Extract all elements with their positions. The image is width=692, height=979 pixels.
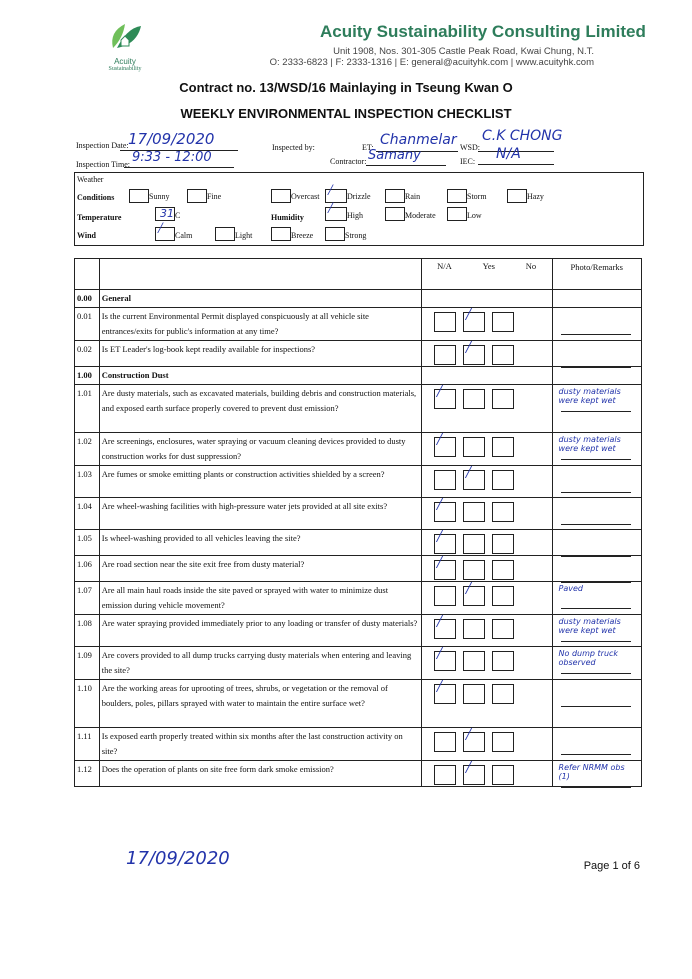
na-checkbox[interactable]	[434, 765, 456, 785]
tick-mark-icon: /	[465, 304, 471, 324]
item-checkboxes	[421, 552, 552, 582]
contact-line: O: 2333-6823 | F: 2333-1316 | E: general@acuityhk.com | www.acuityhk.com	[269, 57, 594, 68]
yes-checkbox[interactable]	[463, 684, 485, 704]
item-remarks	[552, 466, 641, 498]
no-checkbox[interactable]	[492, 437, 514, 457]
yes-checkbox[interactable]	[463, 560, 485, 580]
no-checkbox[interactable]	[492, 534, 514, 554]
remark-text: Refer NRMM obs (1)	[558, 763, 625, 781]
item-remarks	[552, 498, 641, 530]
item-question: Is ET Leader's log-book kept readily available for inspections?	[99, 341, 421, 367]
item-question: Are covers provided to all dump trucks carrying dusty materials when entering and leaving the site?	[99, 647, 421, 680]
header-no: No	[525, 261, 537, 271]
item-number: 0.02	[75, 341, 100, 367]
tick-mark-icon: /	[465, 462, 471, 482]
table-row	[75, 433, 642, 466]
no-checkbox[interactable]	[492, 389, 514, 409]
yes-checkbox[interactable]	[463, 619, 485, 639]
na-checkbox[interactable]	[434, 470, 456, 490]
item-remarks	[552, 582, 641, 615]
iec-value: N/A	[496, 146, 521, 162]
na-checkbox[interactable]	[434, 732, 456, 752]
contractor-value: Samany	[368, 148, 421, 163]
high-humidity-checkbox[interactable]: /	[325, 207, 347, 221]
low-label: Low	[467, 211, 482, 220]
item-question: Is the current Environmental Permit displayed conspicuously at all vehicle site entrances/exits for public's information at any time?	[99, 308, 421, 341]
na-checkbox[interactable]	[434, 611, 456, 639]
item-question: Is wheel-washing provided to all vehicles leaving the site?	[99, 530, 421, 556]
hazy-label: Hazy	[527, 192, 544, 201]
item-number: 1.05	[75, 530, 100, 556]
weather-heading: Weather	[77, 175, 104, 184]
na-checkbox[interactable]	[434, 429, 456, 457]
rain-label: Rain	[405, 192, 421, 201]
item-checkboxes	[421, 757, 552, 787]
tick-mark-icon: /	[436, 381, 442, 401]
checklist-title: WEEKLY ENVIRONMENTAL INSPECTION CHECKLIST	[180, 106, 512, 121]
yes-checkbox[interactable]	[463, 437, 485, 457]
item-question: Does the operation of plants on site free form dark smoke emission?	[99, 761, 421, 787]
yes-checkbox[interactable]	[463, 502, 485, 522]
item-remarks	[552, 728, 641, 761]
item-question: Are all main haul roads inside the site paved or sprayed with water to minimize dust emission during vehicle movement?	[99, 582, 421, 615]
item-number: 1.08	[75, 615, 100, 647]
item-remarks	[552, 556, 641, 582]
table-header-row	[75, 259, 642, 290]
drizzle-label: Drizzle	[347, 192, 371, 201]
no-checkbox[interactable]	[492, 651, 514, 671]
storm-checkbox[interactable]	[447, 189, 467, 203]
et-label: ET:	[362, 143, 374, 152]
yes-checkbox[interactable]	[463, 578, 485, 606]
temperature-unit: C	[175, 211, 181, 220]
wsd-value: C.K CHONG	[482, 128, 563, 144]
table-row	[75, 728, 642, 761]
tick-mark-icon: /	[436, 526, 442, 546]
drizzle-checkbox[interactable]: /	[325, 189, 347, 203]
temperature-label: Temperature	[77, 213, 122, 222]
hazy-checkbox[interactable]	[507, 189, 527, 203]
contractor-label: Contractor:	[330, 157, 367, 166]
date-label: Inspection Date:	[76, 141, 129, 150]
item-remarks	[552, 367, 641, 385]
item-checkboxes	[421, 337, 552, 367]
na-checkbox[interactable]	[434, 552, 456, 580]
section-row	[75, 290, 642, 308]
table-row	[75, 556, 642, 582]
na-checkbox[interactable]	[434, 676, 456, 704]
table-row	[75, 308, 642, 341]
section-row	[75, 367, 642, 385]
light-label: Light	[235, 231, 253, 240]
no-checkbox[interactable]	[492, 560, 514, 580]
fine-label: Fine	[207, 192, 222, 201]
na-checkbox[interactable]	[434, 494, 456, 522]
table-row	[75, 680, 642, 728]
table-row	[75, 530, 642, 556]
no-checkbox[interactable]	[492, 312, 514, 332]
remarks-line	[561, 608, 631, 609]
table-row	[75, 341, 642, 367]
wsd-label: WSD:	[460, 143, 480, 152]
tick-mark-icon: /	[465, 578, 471, 598]
na-checkbox[interactable]	[434, 345, 456, 365]
section-title: General	[99, 290, 421, 308]
address-line: Unit 1908, Nos. 301-305 Castle Peak Road, Kwai Chung, N.T.	[333, 46, 594, 57]
yes-checkbox[interactable]	[463, 651, 485, 671]
remarks-line	[561, 411, 631, 412]
item-checkboxes	[421, 494, 552, 530]
item-question: Are the working areas for uprooting of trees, shrubs, or vegetation or the removal of boulders, poles, pillars sprayed with water to maintain the entire surface wet?	[99, 680, 421, 728]
moderate-label: Moderate	[405, 211, 436, 220]
low-checkbox[interactable]	[447, 207, 467, 221]
date-value: 17/09/2020	[128, 130, 215, 148]
remark-text: dusty materials were kept wet	[558, 617, 621, 635]
na-checkbox[interactable]	[434, 381, 456, 409]
remarks-line	[561, 787, 631, 788]
item-number: 1.11	[75, 728, 100, 761]
company-address	[258, 46, 594, 68]
header-na: N/A	[437, 261, 452, 271]
item-number: 1.01	[75, 385, 100, 433]
item-remarks	[552, 341, 641, 367]
item-number: 1.04	[75, 498, 100, 530]
item-question: Are wheel-washing facilities with high-pressure water jets provided at all site exits?	[99, 498, 421, 530]
table-row	[75, 385, 642, 433]
yes-checkbox[interactable]	[463, 534, 485, 554]
table-row	[75, 498, 642, 530]
table-row	[75, 615, 642, 647]
item-remarks	[552, 680, 641, 728]
tick-mark-icon: /	[465, 337, 471, 357]
item-number: 0.01	[75, 308, 100, 341]
no-checkbox[interactable]	[492, 684, 514, 704]
item-remarks	[552, 433, 641, 466]
item-checkboxes	[421, 462, 552, 498]
breeze-label: Breeze	[291, 231, 314, 240]
remark-text: dusty materials were kept wet	[558, 435, 621, 453]
item-question: Are water spraying provided immediately prior to any loading or transfer of dusty materials?	[99, 615, 421, 647]
no-checkbox[interactable]	[492, 732, 514, 752]
item-question: Are fumes or smoke emitting plants or construction activities shielded by a screen?	[99, 466, 421, 498]
no-checkbox[interactable]	[492, 345, 514, 365]
strong-checkbox[interactable]	[325, 227, 345, 241]
item-number: 0.00	[75, 290, 100, 308]
remarks-line	[561, 641, 631, 642]
item-remarks	[552, 290, 641, 308]
calm-checkbox[interactable]: /	[155, 227, 175, 241]
checklist-table	[74, 258, 642, 787]
light-checkbox[interactable]	[215, 227, 235, 241]
item-checkboxes	[421, 290, 552, 308]
item-checkboxes	[421, 381, 552, 433]
item-number: 1.02	[75, 433, 100, 466]
yes-checkbox[interactable]	[463, 724, 485, 752]
yes-checkbox[interactable]	[463, 337, 485, 365]
remarks-line	[561, 334, 631, 335]
na-checkbox[interactable]	[434, 312, 456, 332]
item-question: Are road section near the site exit free from dusty material?	[99, 556, 421, 582]
wind-label: Wind	[77, 231, 96, 240]
iec-label: IEC:	[460, 157, 476, 166]
company-logo	[100, 18, 150, 72]
yes-checkbox[interactable]	[463, 757, 485, 785]
calm-label: Calm	[175, 231, 193, 240]
overcast-label: Overcast	[291, 192, 320, 201]
item-checkboxes	[421, 611, 552, 647]
item-number: 1.07	[75, 582, 100, 615]
signature-date: 17/09/2020	[126, 848, 230, 869]
na-checkbox[interactable]	[434, 586, 456, 606]
section-title: Construction Dust	[99, 367, 421, 385]
remarks-line	[561, 706, 631, 707]
remarks-line	[561, 673, 631, 674]
storm-label: Storm	[467, 192, 487, 201]
time-label: Inspection Time:	[76, 160, 131, 169]
no-checkbox[interactable]	[492, 586, 514, 606]
tick-mark-icon: /	[436, 429, 442, 449]
item-number: 1.09	[75, 647, 100, 680]
conditions-label: Conditions	[77, 193, 115, 202]
sunny-checkbox[interactable]	[129, 189, 149, 203]
item-remarks	[552, 385, 641, 433]
item-question: Are screenings, enclosures, water spraying or vacuum cleaning devices provided to dusty construction works for dust suppression?	[99, 433, 421, 466]
item-number: 1.06	[75, 556, 100, 582]
item-remarks	[552, 615, 641, 647]
remarks-line	[561, 492, 631, 493]
tick-mark-icon: /	[436, 676, 442, 696]
weather-section	[74, 172, 644, 246]
item-checkboxes	[421, 578, 552, 615]
no-checkbox[interactable]	[492, 470, 514, 490]
item-remarks	[552, 647, 641, 680]
company-name: Acuity Sustainability Consulting Limited	[320, 22, 646, 41]
no-checkbox[interactable]	[492, 619, 514, 639]
header-yes: Yes	[482, 261, 495, 271]
item-question: Is exposed earth properly treated within six months after the last construction activity on site?	[99, 728, 421, 761]
no-checkbox[interactable]	[492, 765, 514, 785]
logo-leaf-icon	[105, 18, 145, 52]
rain-checkbox[interactable]	[385, 189, 405, 203]
et-value: Chanmelar	[380, 132, 457, 148]
inspected-by-label: Inspected by:	[272, 143, 315, 152]
page-number: Page 1 of 6	[583, 860, 640, 872]
tick-mark-icon: /	[465, 757, 471, 777]
strong-label: Strong	[345, 231, 367, 240]
humidity-label: Humidity	[271, 213, 304, 222]
breeze-checkbox[interactable]	[271, 227, 291, 241]
item-number: 1.00	[75, 367, 100, 385]
time-value: 9:33 - 12:00	[132, 150, 212, 165]
item-checkboxes	[421, 724, 552, 761]
table-row	[75, 647, 642, 680]
item-number: 1.10	[75, 680, 100, 728]
moderate-checkbox[interactable]	[385, 207, 405, 221]
na-checkbox[interactable]	[434, 643, 456, 671]
temperature-box[interactable]	[155, 207, 175, 221]
header-remarks: Photo/Remarks	[552, 259, 641, 290]
item-checkboxes	[421, 676, 552, 728]
table-row	[75, 466, 642, 498]
logo-text: Acuity	[114, 57, 136, 66]
na-checkbox[interactable]	[434, 526, 456, 554]
item-checkboxes	[421, 429, 552, 466]
tick-mark-icon: /	[436, 643, 442, 663]
tick-mark-icon: /	[465, 724, 471, 744]
remark-text: dusty materials were kept wet	[558, 387, 621, 405]
item-remarks	[552, 530, 641, 556]
yes-checkbox[interactable]	[463, 462, 485, 490]
temperature-value: 31	[160, 207, 174, 220]
tick-mark-icon: /	[436, 552, 442, 572]
item-remarks	[552, 761, 641, 787]
item-number: 1.03	[75, 466, 100, 498]
remark-text: Paved	[558, 584, 583, 593]
item-question: Are dusty materials, such as excavated materials, building debris and construction materials, and exposed earth surface properly covered to prevent dust emission?	[99, 385, 421, 433]
remarks-line	[561, 459, 631, 460]
overcast-checkbox[interactable]	[271, 189, 291, 203]
yes-checkbox[interactable]	[463, 389, 485, 409]
table-row	[75, 761, 642, 787]
remarks-line	[561, 524, 631, 525]
item-number: 1.12	[75, 761, 100, 787]
yes-checkbox[interactable]	[463, 304, 485, 332]
high-label: High	[347, 211, 363, 220]
tick-mark-icon: /	[436, 611, 442, 631]
no-checkbox[interactable]	[492, 502, 514, 522]
item-checkboxes	[421, 643, 552, 680]
contract-title: Contract no. 13/WSD/16 Mainlaying in Tseung Kwan O	[179, 80, 513, 95]
fine-checkbox[interactable]	[187, 189, 207, 203]
sunny-label: Sunny	[149, 192, 170, 201]
remarks-line	[561, 754, 631, 755]
item-checkboxes	[421, 304, 552, 341]
tick-mark-icon: /	[436, 494, 442, 514]
item-remarks	[552, 308, 641, 341]
logo-subtext: Sustainability	[108, 66, 142, 72]
remark-text: No dump truck observed	[558, 649, 619, 667]
table-row	[75, 582, 642, 615]
